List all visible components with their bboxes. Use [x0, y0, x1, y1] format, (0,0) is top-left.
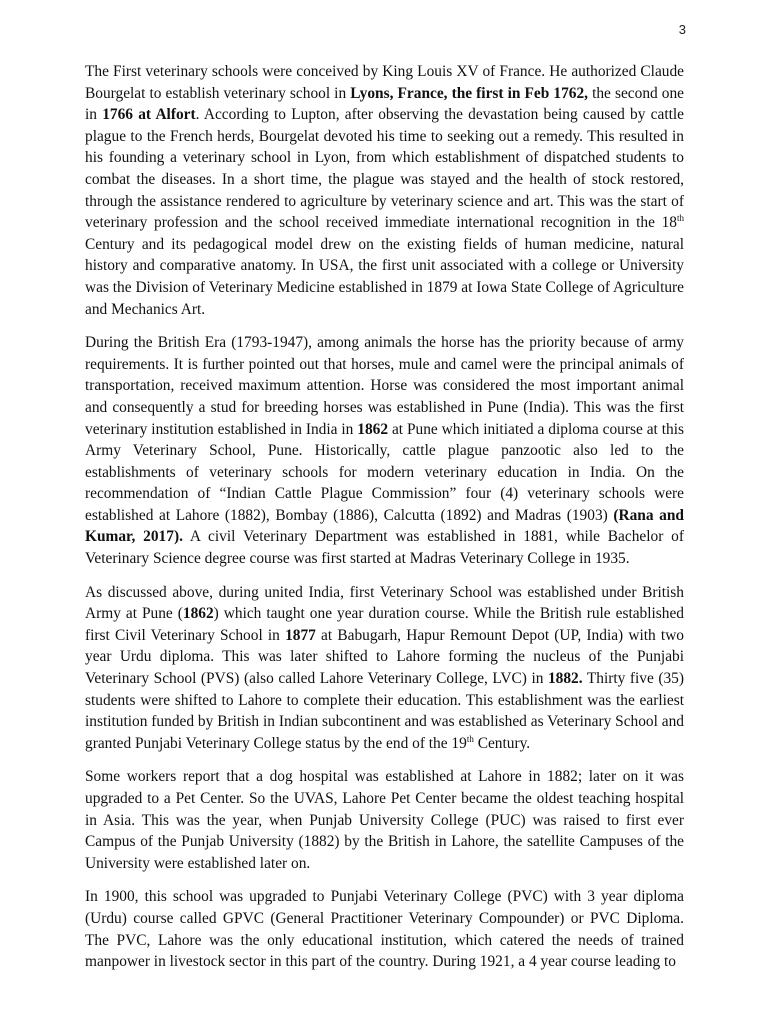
bold-citation-rana-kumar: (Rana and Kumar, 2017). — [85, 506, 684, 546]
text-segment: at Babugarh, Hapur Remount Depot (UP, India) with two year Urdu diploma. This was later shifted to Lahore forming the nucleus of the Punjabi Veterinary School (PVS) (also called Lahore Veterinary College, LVC) in — [85, 626, 685, 688]
text-segment: . According to Lupton, after observing the devastation being caused by cattle plague to the French herds, Bourgelat devoted his time to seeking out a remedy. This resulted in his founding a veterinary school in Lyon, from which establishment of dispatched students to combat the diseases. In a short time, the plague was stayed and the health of stock restored, through the assistance rendered to agriculture by veterinary science and art. This was the start of veterinary profession and the school received immediate international recognition in the 18 — [85, 106, 684, 232]
text-segment: Century. — [473, 734, 531, 752]
text-segment: Thirty five (35) students were shifted to Lahore to complete their education. This establishment was the earliest institution funded by British in Indian subcontinent and was established as Veterinary School and granted Punjabi Veterinary College status by the end of the 19 — [85, 670, 684, 752]
bold-text-lyons-1762: Lyons, France, the first in Feb 1762, — [350, 84, 589, 102]
text-segment: Some workers report that a dog hospital was established at Lahore in 1882; later on it was upgraded to a Pet Center. So the UVAS, Lahore Pet Center became the oldest teaching hospital in Asia. This was the year, when Punjab University College (PUC) was raised to first ever Campus of the Punjab University (1882) by the British in Lahore, the satellite Campuses of the University were established later on. — [85, 768, 684, 872]
text-segment: ) which taught one year duration course. While the British rule established first Civil Veterinary School in — [85, 605, 685, 644]
bold-text-1877: 1877 — [285, 626, 316, 644]
text-segment: Century and its pedagogical model drew on the existing fields of human medicine, natural history and comparative anatomy. In USA, the first unit associated with a college or University was the Division of Veterinary Medicine established in 1879 at Iowa State College of Agriculture and Mechanics Art. — [85, 235, 684, 318]
paragraph-veterinary-origins-france — [85, 61, 684, 320]
text-segment: the second one in — [85, 84, 685, 124]
page-number: 3 — [678, 22, 686, 37]
bold-text-alfort-1766: 1766 at Alfort — [102, 106, 196, 124]
text-segment: During the British Era (1793-1947), among animals the horse has the priority because of army requirements. It is further pointed out that horses, mule and camel were the principal animals of transportation, received maximum attention. Horse was considered the most important animal and consequently a stud for breeding horses was established in Pune (India). This was the first veterinary institution established in India in — [85, 334, 684, 438]
text-segment: A civil Veterinary Department was established in 1881, while Bachelor of Veterinary Science degree course was first started at Madras Veterinary College in 1935. — [85, 528, 684, 568]
body-text — [85, 61, 684, 985]
paragraph-punjabi-veterinary-college — [85, 886, 684, 972]
text-segment: at Pune which initiated a diploma course at this Army Veterinary School, Pune. Historically, cattle plague panzootic also led to the establishments of veterinary schools for modern veterinary education in India. On the recommendation of “Indian Cattle Plague Commission” four (4) veterinary schools were established at Lahore (1882), Bombay (1886), Calcutta (1892) and Madras (1903) — [85, 420, 684, 524]
paragraph-british-era — [85, 332, 684, 570]
text-segment: As discussed above, during united India, first Veterinary School was established under British Army at Pune ( — [85, 583, 684, 623]
superscript-ordinal: th — [676, 213, 684, 224]
bold-text-1862: 1862 — [182, 605, 214, 623]
text-segment: In 1900, this school was upgraded to Punjabi Veterinary College (PVC) with 3 year diploma (Urdu) course called GPVC (General Practitioner Veterinary Compounder) or PVC Diploma. The PVC, Lahore was the only educational institution, which catered the needs of trained manpower in livestock sector in this part of the country. During 1921, a 4 year course leading to — [85, 888, 684, 971]
bold-text-1882: 1882. — [547, 670, 583, 688]
paragraph-dog-hospital — [85, 766, 684, 874]
superscript-ordinal: th — [466, 733, 474, 744]
bold-text-1862: 1862 — [357, 420, 389, 438]
text-segment: The First veterinary schools were conceived by King Louis XV of France. He authorized Claude Bourgelat to establish veterinary school in — [85, 63, 684, 102]
paragraph-united-india — [85, 582, 684, 755]
